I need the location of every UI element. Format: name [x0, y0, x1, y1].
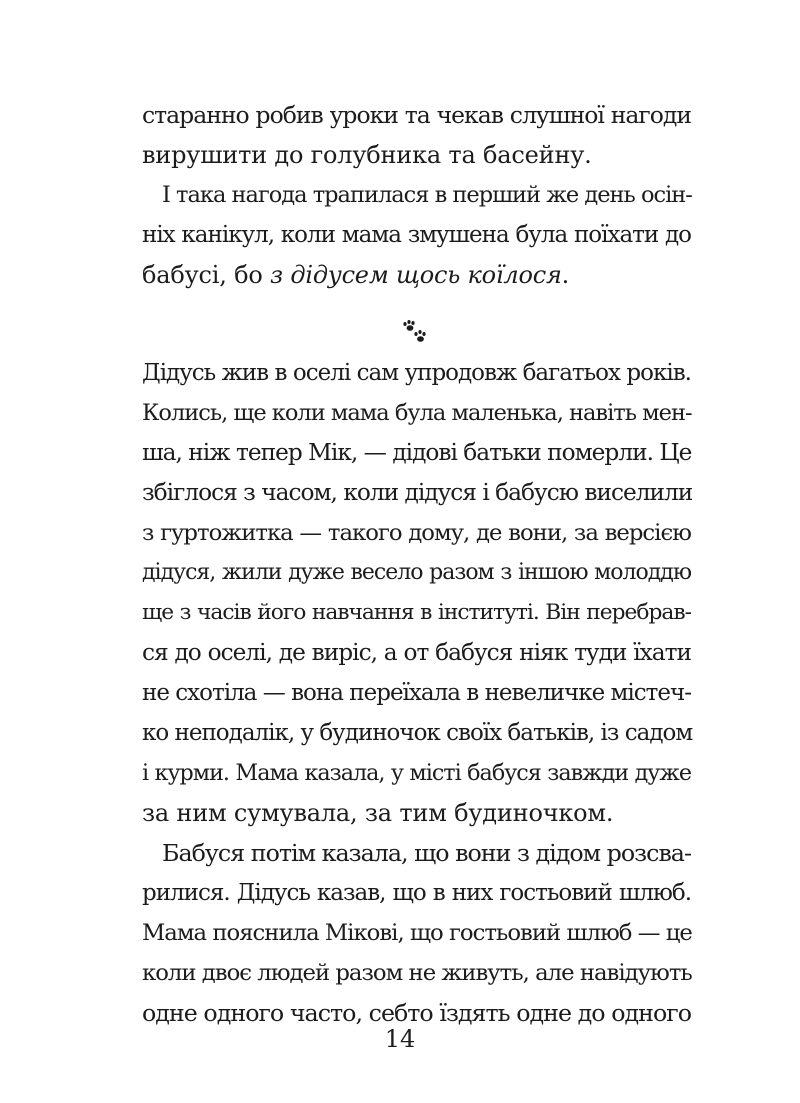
text-line: коли двоє людей разом не живуть, але навідують	[142, 960, 692, 986]
page-number: 14	[384, 1025, 416, 1053]
text-line	[142, 255, 691, 295]
text-line: ніх канікул, коли мама змушена була поїхати до	[142, 222, 691, 248]
text-line: Колись, ще коли мама була маленька, навіть мен-	[142, 400, 692, 426]
text-line: з гуртожитка — такого дому, де вони, за версією	[142, 520, 691, 546]
text-line: дідуся, жили дуже весело разом з іншою молоддю	[142, 560, 691, 585]
text-line: Бабуся потім казала, що вони з дідом розсва-	[162, 839, 691, 867]
text-line: І така нагода трапилася в перший же день осін-	[162, 182, 692, 208]
text-line: старанно робив уроки та чекав слушної нагоди	[142, 101, 691, 129]
text-line: ша, ніж тепер Мік, — дідові батьки померли. Це	[142, 439, 692, 466]
text-line: одне одного часто, себто їздять одне до одного	[142, 999, 691, 1027]
text-line: не схотіла — вона переїхала в невеличке містеч-	[142, 680, 691, 706]
text-line: ся до оселі, де виріс, а от бабуся ніяк туди їхати	[142, 639, 691, 666]
text-segment: бабусі, бо	[142, 261, 271, 289]
text-line: ко неподалік, у будиночок своїх батьків, із садом	[142, 720, 693, 746]
italic-phrase: з дідусем щось коїлося	[270, 261, 562, 289]
text-line: за ним сумувала, за тим будиночком.	[142, 799, 614, 827]
text-line: рилися. Дідусь казав, що в них гостьовий шлюб.	[142, 880, 691, 906]
text-segment: .	[561, 261, 570, 289]
text-line: Мама пояснила Мікові, що гостьовий шлюб — це	[142, 920, 692, 946]
text-line: ще з часів його навчання в інституті. Він перебрав-	[142, 600, 691, 625]
text-line: Дідусь жив в оселі сам упродовж багатьох років.	[142, 360, 691, 386]
text-line: вирушити до голубника та басейну.	[142, 141, 592, 169]
text-line: і курми. Мама казала, у місті бабуся завжди дуже	[142, 760, 691, 786]
paw-prints-icon	[400, 319, 428, 347]
text-line: збіглося з часом, коли дідуся і бабусю виселили	[142, 479, 693, 506]
